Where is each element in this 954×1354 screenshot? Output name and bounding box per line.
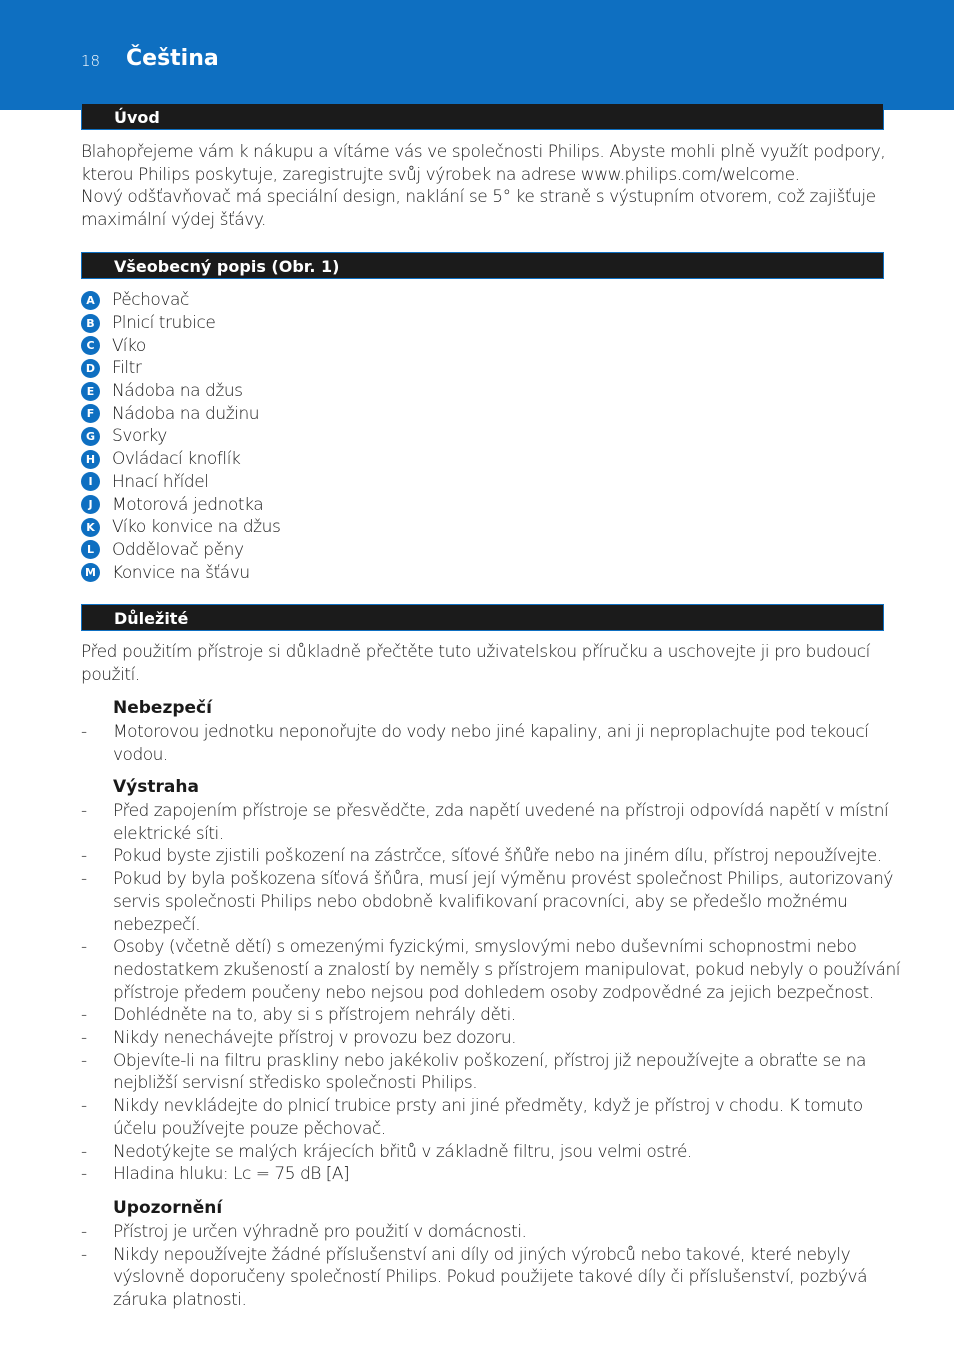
bullet-dash: - <box>81 1222 87 1242</box>
page-number: 18 <box>81 52 101 70</box>
part-item <box>81 516 280 539</box>
caution-list-item <box>81 1221 901 1244</box>
item-line: Dohlédněte na to, aby si s přístrojem nehrály děti. <box>113 1005 516 1026</box>
item-line: Nikdy nenechávejte přístroj v provozu bez dozoru. <box>113 1028 517 1049</box>
danger-list-item <box>81 721 901 766</box>
part-item <box>81 357 280 380</box>
part-label: Pěchovač <box>112 290 189 311</box>
bullet-dash: - <box>81 1141 87 1162</box>
caution-heading: Upozornění <box>113 1198 223 1218</box>
item-line: Pokud byste zjistili poškození na zástrčce, síťové šňůře nebo na jiném dílu, přístroj nepoužívejte. <box>113 846 882 867</box>
part-label: Víko konvice na džus <box>112 517 281 538</box>
part-letter-badge: K <box>81 518 100 537</box>
warning-list-item <box>81 1141 901 1164</box>
part-item <box>81 289 280 312</box>
part-letter-badge: A <box>81 291 100 310</box>
part-label: Hnací hřídel <box>112 471 209 492</box>
item-line: Pokud by byla poškozena síťová šňůra, musí její výměnu provést společnost Philips, autorizovaný <box>113 869 893 890</box>
item-line: Objevíte-li na filtru praskliny nebo jakékoliv poškození, přístroj již nepoužívejte a obraťte se na <box>113 1050 866 1071</box>
item-line: Osoby (včetně dětí) s omezenými fyzickými, smyslovými nebo duševními schopnostmi nebo <box>113 937 857 958</box>
warning-list-item <box>81 868 901 936</box>
bullet-dash: - <box>81 801 87 821</box>
caution-list-item <box>81 1244 901 1312</box>
part-item <box>81 448 280 471</box>
section-important-title: Důležité <box>114 609 189 628</box>
item-line: Nikdy nevkládejte do plnicí trubice prsty ani jiné předměty, když je přístroj v chodu. K tomuto <box>113 1096 863 1117</box>
item-line: elektrické síti. <box>113 823 224 844</box>
part-letter-badge: I <box>81 472 100 491</box>
part-letter-badge: C <box>81 336 100 355</box>
intro-line: Blahopřejeme vám k nákupu a vítáme vás ve společnosti Philips. Abyste mohli plně využít podpory, <box>81 142 886 162</box>
section-description-heading <box>81 252 884 279</box>
part-item <box>81 493 280 516</box>
part-letter-badge: H <box>81 450 100 469</box>
section-intro-heading <box>81 103 884 130</box>
part-label: Filtr <box>112 358 142 379</box>
bullet-dash: - <box>81 869 87 890</box>
part-label: Víko <box>112 335 146 356</box>
warning-list-item <box>81 1095 901 1140</box>
part-letter-badge: B <box>81 314 100 333</box>
item-line: Hladina hluku: Lc = 75 dB [A] <box>113 1164 350 1185</box>
danger-heading: Nebezpečí <box>113 698 212 718</box>
part-label: Svorky <box>112 426 167 447</box>
section-intro-title: Úvod <box>114 108 160 127</box>
item-line: servis společnosti Philips nebo obdobně kvalifikovaní pracovníci, aby se předešlo možnému <box>113 891 848 912</box>
part-label: Nádoba na dužinu <box>112 403 260 424</box>
part-item <box>81 312 280 335</box>
parts-list <box>81 289 280 584</box>
bullet-dash: - <box>81 1096 87 1117</box>
item-line: nejbližší servisní středisko společnosti Philips. <box>113 1073 478 1094</box>
intro-line: Nový odšťavňovač má speciální design, naklání se 5° ke straně s výstupním otvorem, což zajišťuje <box>81 187 876 207</box>
part-letter-badge: D <box>81 359 100 378</box>
item-line: Motorovou jednotku neponořujte do vody nebo jiné kapaliny, ani ji neproplachujte pod tekoucí <box>113 722 869 742</box>
part-item <box>81 425 280 448</box>
intro-line: maximální výdej šťávy. <box>81 209 267 230</box>
caution-list <box>81 1221 901 1312</box>
part-label: Oddělovač pěny <box>112 539 244 560</box>
language-title: Čeština <box>126 46 219 71</box>
intro-paragraph <box>81 141 891 231</box>
part-item <box>81 561 280 584</box>
part-item <box>81 334 280 357</box>
warning-heading: Výstraha <box>113 777 199 797</box>
item-line: přístroje předem poučeny nebo nejsou pod dohledem osoby zodpovědné za jejich bezpečnost. <box>113 982 874 1003</box>
item-line: výslovně doporučeny společností Philips. Pokud použijete takové díly či příslušenství, pozbývá <box>113 1267 868 1288</box>
bullet-dash: - <box>81 722 87 742</box>
bullet-dash: - <box>81 1244 87 1265</box>
important-intro-line: Před použitím přístroje si důkladně přečtěte tuto uživatelskou příručku a uschovejte ji pro budoucí <box>81 642 870 662</box>
part-label: Plnicí trubice <box>112 313 216 334</box>
section-description-title: Všeobecný popis (Obr. 1) <box>114 257 340 276</box>
part-label: Nádoba na džus <box>112 381 243 402</box>
item-line: účelu používejte pouze pěchovač. <box>113 1118 386 1139</box>
warning-list-item <box>81 1163 901 1186</box>
important-intro-paragraph <box>81 641 891 686</box>
part-letter-badge: E <box>81 382 100 401</box>
item-line: Přístroj je určen výhradně pro použití v domácnosti. <box>113 1222 527 1242</box>
bullet-dash: - <box>81 1005 87 1026</box>
bullet-dash: - <box>81 1164 87 1185</box>
part-item <box>81 402 280 425</box>
part-letter-badge: J <box>81 495 100 514</box>
item-line: Před zapojením přístroje se přesvědčte, zda napětí uvedené na přístroji odpovídá napětí v místní <box>113 801 889 821</box>
part-item <box>81 539 280 562</box>
part-letter-badge: F <box>81 404 100 423</box>
item-line: Nikdy nepoužívejte žádné příslušenství ani díly od jiných výrobců nebo takové, které nebyly <box>113 1244 851 1265</box>
bullet-dash: - <box>81 846 87 867</box>
bullet-dash: - <box>81 937 87 958</box>
part-letter-badge: L <box>81 540 100 559</box>
part-label: Konvice na šťávu <box>112 562 250 583</box>
item-line: Nedotýkejte se malých krájecích břitů v základně filtru, jsou velmi ostré. <box>113 1141 692 1162</box>
warning-list <box>81 800 901 1186</box>
part-item <box>81 380 280 403</box>
bullet-dash: - <box>81 1050 87 1071</box>
item-line: záruka platnosti. <box>113 1290 247 1311</box>
item-line: vodou. <box>113 744 168 765</box>
warning-list-item <box>81 1050 901 1095</box>
item-line: nebezpečí. <box>113 914 201 935</box>
part-letter-badge: G <box>81 427 100 446</box>
intro-line: kterou Philips poskytuje, zaregistrujte svůj výrobek na adrese www.philips.com/welcome. <box>81 164 800 185</box>
important-intro-line: použití. <box>81 664 140 685</box>
warning-list-item <box>81 800 901 845</box>
warning-list-item <box>81 1004 901 1027</box>
part-label: Ovládací knoflík <box>112 449 241 470</box>
part-letter-badge: M <box>81 563 100 582</box>
part-item <box>81 471 280 494</box>
warning-list-item <box>81 845 901 868</box>
part-label: Motorová jednotka <box>112 494 264 515</box>
warning-list-item <box>81 936 901 1004</box>
danger-list <box>81 721 901 766</box>
bullet-dash: - <box>81 1028 87 1049</box>
section-important-heading <box>81 604 884 631</box>
item-line: nedostatkem zkušeností a znalostí by neměly s přístrojem manipulovat, pokud nebyly o používání <box>113 959 900 980</box>
warning-list-item <box>81 1027 901 1050</box>
